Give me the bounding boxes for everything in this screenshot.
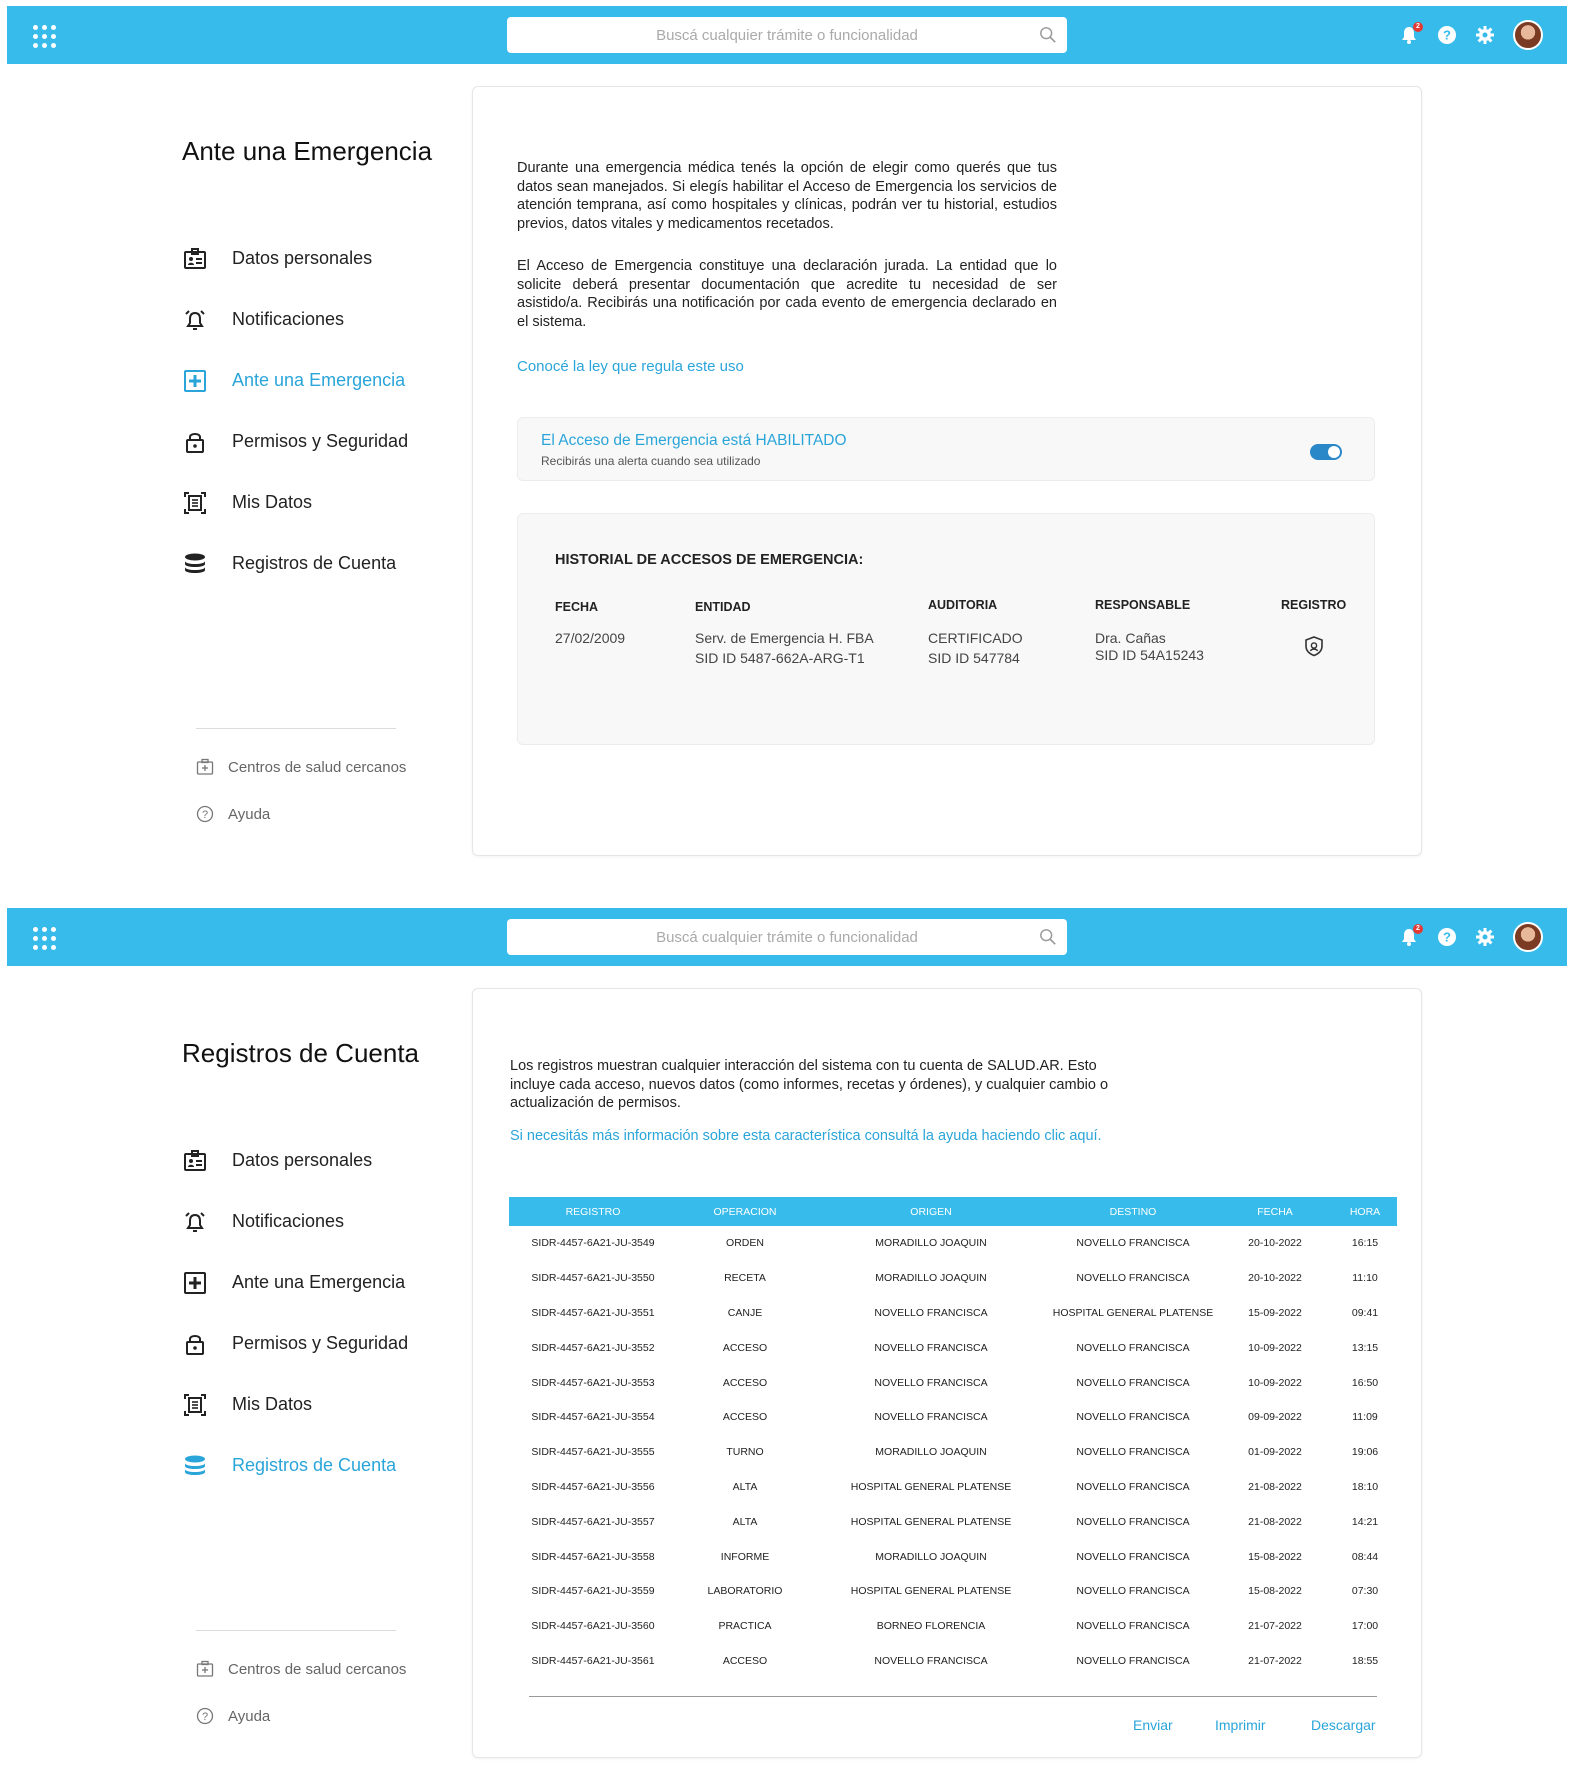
emergency-access-card bbox=[517, 417, 1375, 481]
emergency-history-card bbox=[517, 513, 1375, 745]
table-row[interactable] bbox=[509, 1470, 1397, 1505]
table-row[interactable] bbox=[509, 1609, 1397, 1644]
search-box bbox=[507, 17, 1067, 53]
cell-registro: SIDR-4457-6A21-JU-3557 bbox=[531, 1515, 655, 1528]
cell-origen: HOSPITAL GENERAL PLATENSE bbox=[850, 1515, 1012, 1528]
cell-origen: NOVELLO FRANCISCA bbox=[874, 1306, 988, 1319]
table-header-row bbox=[509, 1197, 1397, 1226]
cell-operacion: PRACTICA bbox=[718, 1620, 772, 1633]
search-input[interactable] bbox=[507, 17, 1067, 53]
history-col-registro: REGISTRO bbox=[1281, 598, 1347, 612]
help-link[interactable]: Si necesitás más información sobre esta característica consultá la ayuda haciendo clic aquí. bbox=[510, 1128, 1102, 1144]
sidebar-item-label: Permisos y Seguridad bbox=[232, 431, 409, 451]
table-row[interactable] bbox=[509, 1226, 1397, 1261]
sidebar-nav bbox=[182, 1130, 408, 1496]
cell-destino: NOVELLO FRANCISCA bbox=[1076, 1272, 1190, 1285]
apps-grid-icon[interactable] bbox=[33, 927, 57, 951]
col-fecha: FECHA bbox=[1217, 1197, 1333, 1226]
sidebar-item-notificaciones[interactable] bbox=[182, 1191, 408, 1252]
sidebar-item-mis-datos[interactable] bbox=[182, 472, 408, 533]
sidebar-item-label: Notificaciones bbox=[232, 309, 345, 329]
sidebar-item-label: Mis Datos bbox=[232, 492, 313, 512]
cell-hora: 09:41 bbox=[1351, 1306, 1379, 1319]
search-icon[interactable] bbox=[1039, 928, 1057, 946]
history-responsable-id: SID ID 54A15243 bbox=[1095, 647, 1204, 663]
sidebar-link-label: Ayuda bbox=[228, 1707, 271, 1725]
records-intro: Los registros muestran cualquier interacción del sistema con tu cuenta de SALUD.AR. Esto incluye cada acceso, nuevos datos (como informes, recetas y órdenes), y cualquier cambio o actualización de permisos. bbox=[510, 1058, 1109, 1111]
cell-fecha: 20-10-2022 bbox=[1248, 1237, 1302, 1250]
cell-hora: 11:10 bbox=[1352, 1272, 1378, 1285]
table-row[interactable] bbox=[509, 1504, 1397, 1539]
history-fecha: 27/02/2009 bbox=[555, 630, 626, 646]
table-row[interactable] bbox=[509, 1539, 1397, 1574]
sidebar-item-ante-una-emergencia[interactable] bbox=[182, 350, 408, 411]
cell-operacion: LABORATORIO bbox=[707, 1585, 783, 1598]
sidebar-divider bbox=[196, 728, 396, 729]
emergency-access-toggle[interactable] bbox=[1310, 444, 1342, 460]
cell-registro: SIDR-4457-6A21-JU-3552 bbox=[531, 1341, 655, 1354]
col-registro: REGISTRO bbox=[509, 1197, 677, 1226]
sidebar-item-ante-una-emergencia[interactable] bbox=[182, 1252, 408, 1313]
apps-grid-icon[interactable] bbox=[33, 25, 57, 49]
cell-hora: 07:30 bbox=[1351, 1585, 1379, 1598]
cell-registro: SIDR-4457-6A21-JU-3558 bbox=[531, 1550, 655, 1563]
cell-destino: NOVELLO FRANCISCA bbox=[1076, 1515, 1190, 1528]
help-circle-icon bbox=[196, 1707, 214, 1725]
sidebar-link-label: Centros de salud cercanos bbox=[228, 758, 407, 776]
enviar-button[interactable]: Enviar bbox=[1133, 1717, 1173, 1733]
cell-operacion: RECETA bbox=[724, 1272, 766, 1285]
shield-icon[interactable] bbox=[1303, 635, 1325, 657]
history-title: HISTORIAL DE ACCESOS DE EMERGENCIA: bbox=[555, 552, 864, 568]
cell-operacion: ALTA bbox=[732, 1515, 758, 1528]
cell-operacion: INFORME bbox=[720, 1550, 770, 1563]
cell-origen: NOVELLO FRANCISCA bbox=[874, 1654, 988, 1667]
sidebar-link-ayuda[interactable] bbox=[196, 805, 270, 823]
cell-destino: NOVELLO FRANCISCA bbox=[1076, 1376, 1190, 1389]
descargar-button[interactable]: Descargar bbox=[1311, 1717, 1376, 1733]
sidebar-item-permisos-y-seguridad[interactable] bbox=[182, 1313, 408, 1374]
cell-operacion: ORDEN bbox=[726, 1237, 764, 1250]
table-row[interactable] bbox=[509, 1574, 1397, 1609]
content-panel bbox=[472, 988, 1422, 1758]
history-entidad-id: SID ID 5487-662A-ARG-T1 bbox=[695, 650, 865, 666]
medical-plus-icon bbox=[182, 1270, 208, 1296]
declaration-paragraph: El Acceso de Emergencia constituye una declaración jurada. La entidad que lo solicite deberá presentar documentación que acredite tu necesidad de ser asistido/a. Recibirás una notificación por cada evento de emergencia declarado en el sistema. bbox=[517, 258, 1057, 330]
cell-fecha: 10-09-2022 bbox=[1248, 1376, 1302, 1389]
cell-registro: SIDR-4457-6A21-JU-3555 bbox=[531, 1446, 655, 1459]
help-circle-icon bbox=[196, 805, 214, 823]
cell-hora: 16:50 bbox=[1351, 1376, 1379, 1389]
cell-fecha: 15-08-2022 bbox=[1248, 1550, 1302, 1563]
history-auditoria: CERTIFICADO bbox=[928, 630, 1023, 646]
cell-hora: 11:09 bbox=[1352, 1411, 1378, 1424]
access-status-title: El Acceso de Emergencia está HABILITADO bbox=[541, 432, 847, 449]
law-link[interactable]: Conocé la ley que regula este uso bbox=[517, 358, 744, 375]
cell-fecha: 15-08-2022 bbox=[1248, 1585, 1302, 1598]
notification-badge: 2 bbox=[1413, 22, 1423, 32]
cell-fecha: 21-08-2022 bbox=[1248, 1480, 1302, 1493]
cell-fecha: 09-09-2022 bbox=[1248, 1411, 1302, 1424]
sidebar-item-mis-datos[interactable] bbox=[182, 1374, 408, 1435]
document-scan-icon bbox=[182, 490, 208, 516]
sidebar-item-datos-personales[interactable] bbox=[182, 228, 408, 289]
gear-icon[interactable] bbox=[1475, 927, 1495, 947]
cell-operacion: ALTA bbox=[732, 1480, 758, 1493]
sidebar-link-label: Ayuda bbox=[228, 805, 271, 823]
cell-operacion: ACCESO bbox=[722, 1411, 768, 1424]
cell-origen: NOVELLO FRANCISCA bbox=[874, 1411, 988, 1424]
cell-destino: NOVELLO FRANCISCA bbox=[1076, 1550, 1190, 1563]
database-icon bbox=[182, 551, 208, 577]
cell-hora: 13:15 bbox=[1351, 1341, 1379, 1354]
search-input[interactable] bbox=[507, 919, 1067, 955]
gear-icon[interactable] bbox=[1475, 25, 1495, 45]
table-row[interactable] bbox=[509, 1330, 1397, 1365]
cell-operacion: ACCESO bbox=[722, 1341, 768, 1354]
sidebar-link-centros-de-salud[interactable] bbox=[196, 758, 406, 776]
cell-fecha: 10-09-2022 bbox=[1248, 1341, 1302, 1354]
sidebar-item-label: Permisos y Seguridad bbox=[232, 1333, 409, 1353]
table-row[interactable] bbox=[509, 1296, 1397, 1331]
cell-fecha: 21-07-2022 bbox=[1248, 1654, 1302, 1667]
sidebar-nav bbox=[182, 228, 408, 594]
history-auditoria-id: SID ID 547784 bbox=[928, 650, 1020, 666]
sidebar-item-label: Datos personales bbox=[232, 248, 373, 268]
cell-hora: 18:55 bbox=[1351, 1654, 1379, 1667]
cell-origen: MORADILLO JOAQUIN bbox=[875, 1237, 987, 1250]
cell-origen: HOSPITAL GENERAL PLATENSE bbox=[850, 1585, 1012, 1598]
col-operacion: OPERACION bbox=[677, 1197, 813, 1226]
cell-registro: SIDR-4457-6A21-JU-3550 bbox=[531, 1272, 655, 1285]
cell-operacion: TURNO bbox=[726, 1446, 764, 1459]
notifications-bell-icon[interactable] bbox=[1399, 927, 1419, 947]
imprimir-button[interactable]: Imprimir bbox=[1215, 1717, 1266, 1733]
sidebar-item-label: Mis Datos bbox=[232, 1394, 313, 1414]
sidebar-link-ayuda[interactable] bbox=[196, 1707, 270, 1725]
cell-origen: NOVELLO FRANCISCA bbox=[874, 1341, 988, 1354]
cell-registro: SIDR-4457-6A21-JU-3551 bbox=[531, 1306, 655, 1319]
top-actions bbox=[1399, 921, 1543, 953]
user-avatar[interactable] bbox=[1513, 922, 1543, 952]
emergency-screen bbox=[0, 0, 1574, 870]
sidebar-item-label: Notificaciones bbox=[232, 1211, 345, 1231]
sidebar-item-label: Datos personales bbox=[232, 1150, 373, 1170]
cell-fecha: 01-09-2022 bbox=[1248, 1446, 1302, 1459]
user-avatar[interactable] bbox=[1513, 20, 1543, 50]
medical-plus-icon bbox=[182, 368, 208, 394]
notifications-bell-icon[interactable] bbox=[1399, 25, 1419, 45]
cell-registro: SIDR-4457-6A21-JU-3553 bbox=[531, 1376, 655, 1389]
cell-registro: SIDR-4457-6A21-JU-3554 bbox=[531, 1411, 655, 1424]
cell-registro: SIDR-4457-6A21-JU-3560 bbox=[531, 1620, 655, 1633]
help-icon[interactable] bbox=[1437, 927, 1457, 947]
page-title: Ante una Emergencia bbox=[182, 136, 433, 166]
cell-destino: NOVELLO FRANCISCA bbox=[1076, 1237, 1190, 1250]
cell-destino: NOVELLO FRANCISCA bbox=[1076, 1654, 1190, 1667]
health-center-icon bbox=[196, 1660, 214, 1678]
cell-destino: HOSPITAL GENERAL PLATENSE bbox=[1052, 1306, 1214, 1319]
col-origen: ORIGEN bbox=[813, 1197, 1049, 1226]
top-bar bbox=[7, 6, 1567, 64]
cell-registro: SIDR-4457-6A21-JU-3549 bbox=[531, 1237, 655, 1250]
document-scan-icon bbox=[182, 1392, 208, 1418]
cell-hora: 18:10 bbox=[1351, 1480, 1379, 1493]
cell-operacion: ACCESO bbox=[722, 1376, 768, 1389]
health-center-icon bbox=[196, 758, 214, 776]
history-col-responsable: RESPONSABLE bbox=[1095, 598, 1191, 612]
cell-operacion: ACCESO bbox=[722, 1654, 768, 1667]
cell-fecha: 15-09-2022 bbox=[1248, 1306, 1302, 1319]
padlock-icon bbox=[182, 1331, 208, 1357]
col-destino: DESTINO bbox=[1049, 1197, 1217, 1226]
sidebar-link-label: Centros de salud cercanos bbox=[228, 1660, 407, 1678]
cell-destino: NOVELLO FRANCISCA bbox=[1076, 1480, 1190, 1493]
cell-registro: SIDR-4457-6A21-JU-3561 bbox=[531, 1654, 655, 1667]
svg-text:?: ? bbox=[1443, 929, 1451, 945]
id-card-icon bbox=[182, 1148, 208, 1174]
sidebar-link-centros-de-salud[interactable] bbox=[196, 1660, 406, 1678]
table-bottom-divider bbox=[529, 1696, 1377, 1697]
table-row[interactable] bbox=[509, 1261, 1397, 1296]
cell-destino: NOVELLO FRANCISCA bbox=[1076, 1446, 1190, 1459]
cell-destino: NOVELLO FRANCISCA bbox=[1076, 1620, 1190, 1633]
search-box bbox=[507, 919, 1067, 955]
sidebar-item-datos-personales[interactable] bbox=[182, 1130, 408, 1191]
padlock-icon bbox=[182, 429, 208, 455]
history-col-fecha: FECHA bbox=[555, 600, 599, 614]
cell-destino: NOVELLO FRANCISCA bbox=[1076, 1585, 1190, 1598]
history-col-auditoria: AUDITORIA bbox=[928, 598, 998, 612]
history-col-entidad: ENTIDAD bbox=[695, 600, 751, 614]
svg-text:?: ? bbox=[1443, 27, 1451, 43]
cell-origen: MORADILLO JOAQUIN bbox=[875, 1446, 987, 1459]
access-status-subtitle: Recibirás una alerta cuando sea utilizado bbox=[541, 454, 761, 468]
sidebar-item-registros-de-cuenta[interactable] bbox=[182, 1435, 408, 1496]
top-actions bbox=[1399, 19, 1543, 51]
alarm-bell-icon bbox=[182, 1209, 208, 1235]
table-row[interactable] bbox=[509, 1365, 1397, 1400]
cell-fecha: 21-07-2022 bbox=[1248, 1620, 1302, 1633]
cell-hora: 14:21 bbox=[1351, 1515, 1379, 1528]
database-icon bbox=[182, 1453, 208, 1479]
records-table bbox=[509, 1197, 1397, 1678]
sidebar-item-label: Registros de Cuenta bbox=[232, 553, 397, 573]
cell-fecha: 20-10-2022 bbox=[1248, 1272, 1302, 1285]
top-bar bbox=[7, 908, 1567, 966]
cell-hora: 19:06 bbox=[1351, 1446, 1379, 1459]
cell-hora: 08:44 bbox=[1351, 1550, 1379, 1563]
sidebar-item-label: Ante una Emergencia bbox=[232, 1272, 406, 1292]
content-panel bbox=[472, 86, 1422, 856]
search-icon[interactable] bbox=[1039, 26, 1057, 44]
sidebar-item-registros-de-cuenta[interactable] bbox=[182, 533, 408, 594]
sidebar-item-permisos-y-seguridad[interactable] bbox=[182, 411, 408, 472]
history-responsable: Dra. Cañas bbox=[1095, 630, 1166, 646]
sidebar-item-notificaciones[interactable] bbox=[182, 289, 408, 350]
notification-badge: 2 bbox=[1413, 924, 1423, 934]
svg-text:?: ? bbox=[201, 809, 209, 821]
table-row[interactable] bbox=[509, 1435, 1397, 1470]
page-title: Registros de Cuenta bbox=[182, 1038, 420, 1068]
account-records-screen bbox=[0, 902, 1574, 1772]
cell-hora: 16:15 bbox=[1351, 1237, 1379, 1250]
sidebar-divider bbox=[196, 1630, 396, 1631]
cell-operacion: CANJE bbox=[727, 1306, 763, 1319]
cell-destino: NOVELLO FRANCISCA bbox=[1076, 1341, 1190, 1354]
table-row[interactable] bbox=[509, 1400, 1397, 1435]
cell-origen: NOVELLO FRANCISCA bbox=[874, 1376, 988, 1389]
alarm-bell-icon bbox=[182, 307, 208, 333]
cell-registro: SIDR-4457-6A21-JU-3559 bbox=[531, 1585, 655, 1598]
id-card-icon bbox=[182, 246, 208, 272]
col-hora: HORA bbox=[1333, 1197, 1397, 1226]
sidebar-item-label: Registros de Cuenta bbox=[232, 1455, 397, 1475]
cell-origen: BORNEO FLORENCIA bbox=[876, 1620, 986, 1633]
cell-hora: 17:00 bbox=[1351, 1620, 1379, 1633]
cell-origen: MORADILLO JOAQUIN bbox=[875, 1550, 987, 1563]
table-row[interactable] bbox=[509, 1644, 1397, 1679]
history-entidad: Serv. de Emergencia H. FBA bbox=[695, 630, 874, 646]
svg-text:?: ? bbox=[201, 1711, 209, 1723]
cell-origen: MORADILLO JOAQUIN bbox=[875, 1272, 987, 1285]
cell-origen: HOSPITAL GENERAL PLATENSE bbox=[850, 1480, 1012, 1493]
help-icon[interactable] bbox=[1437, 25, 1457, 45]
cell-fecha: 21-08-2022 bbox=[1248, 1515, 1302, 1528]
sidebar-item-label: Ante una Emergencia bbox=[232, 370, 406, 390]
cell-destino: NOVELLO FRANCISCA bbox=[1076, 1411, 1190, 1424]
intro-paragraph: Durante una emergencia médica tenés la opción de elegir como querés que tus datos sean manejados. Si elegís habilitar el Acceso de Emergencia los servicios de atención temprana, así como hospitales y clínicas, podrán ver tu historial, estudios previos, datos vitales y medicamentos recetados. bbox=[517, 160, 1057, 232]
cell-registro: SIDR-4457-6A21-JU-3556 bbox=[531, 1480, 655, 1493]
